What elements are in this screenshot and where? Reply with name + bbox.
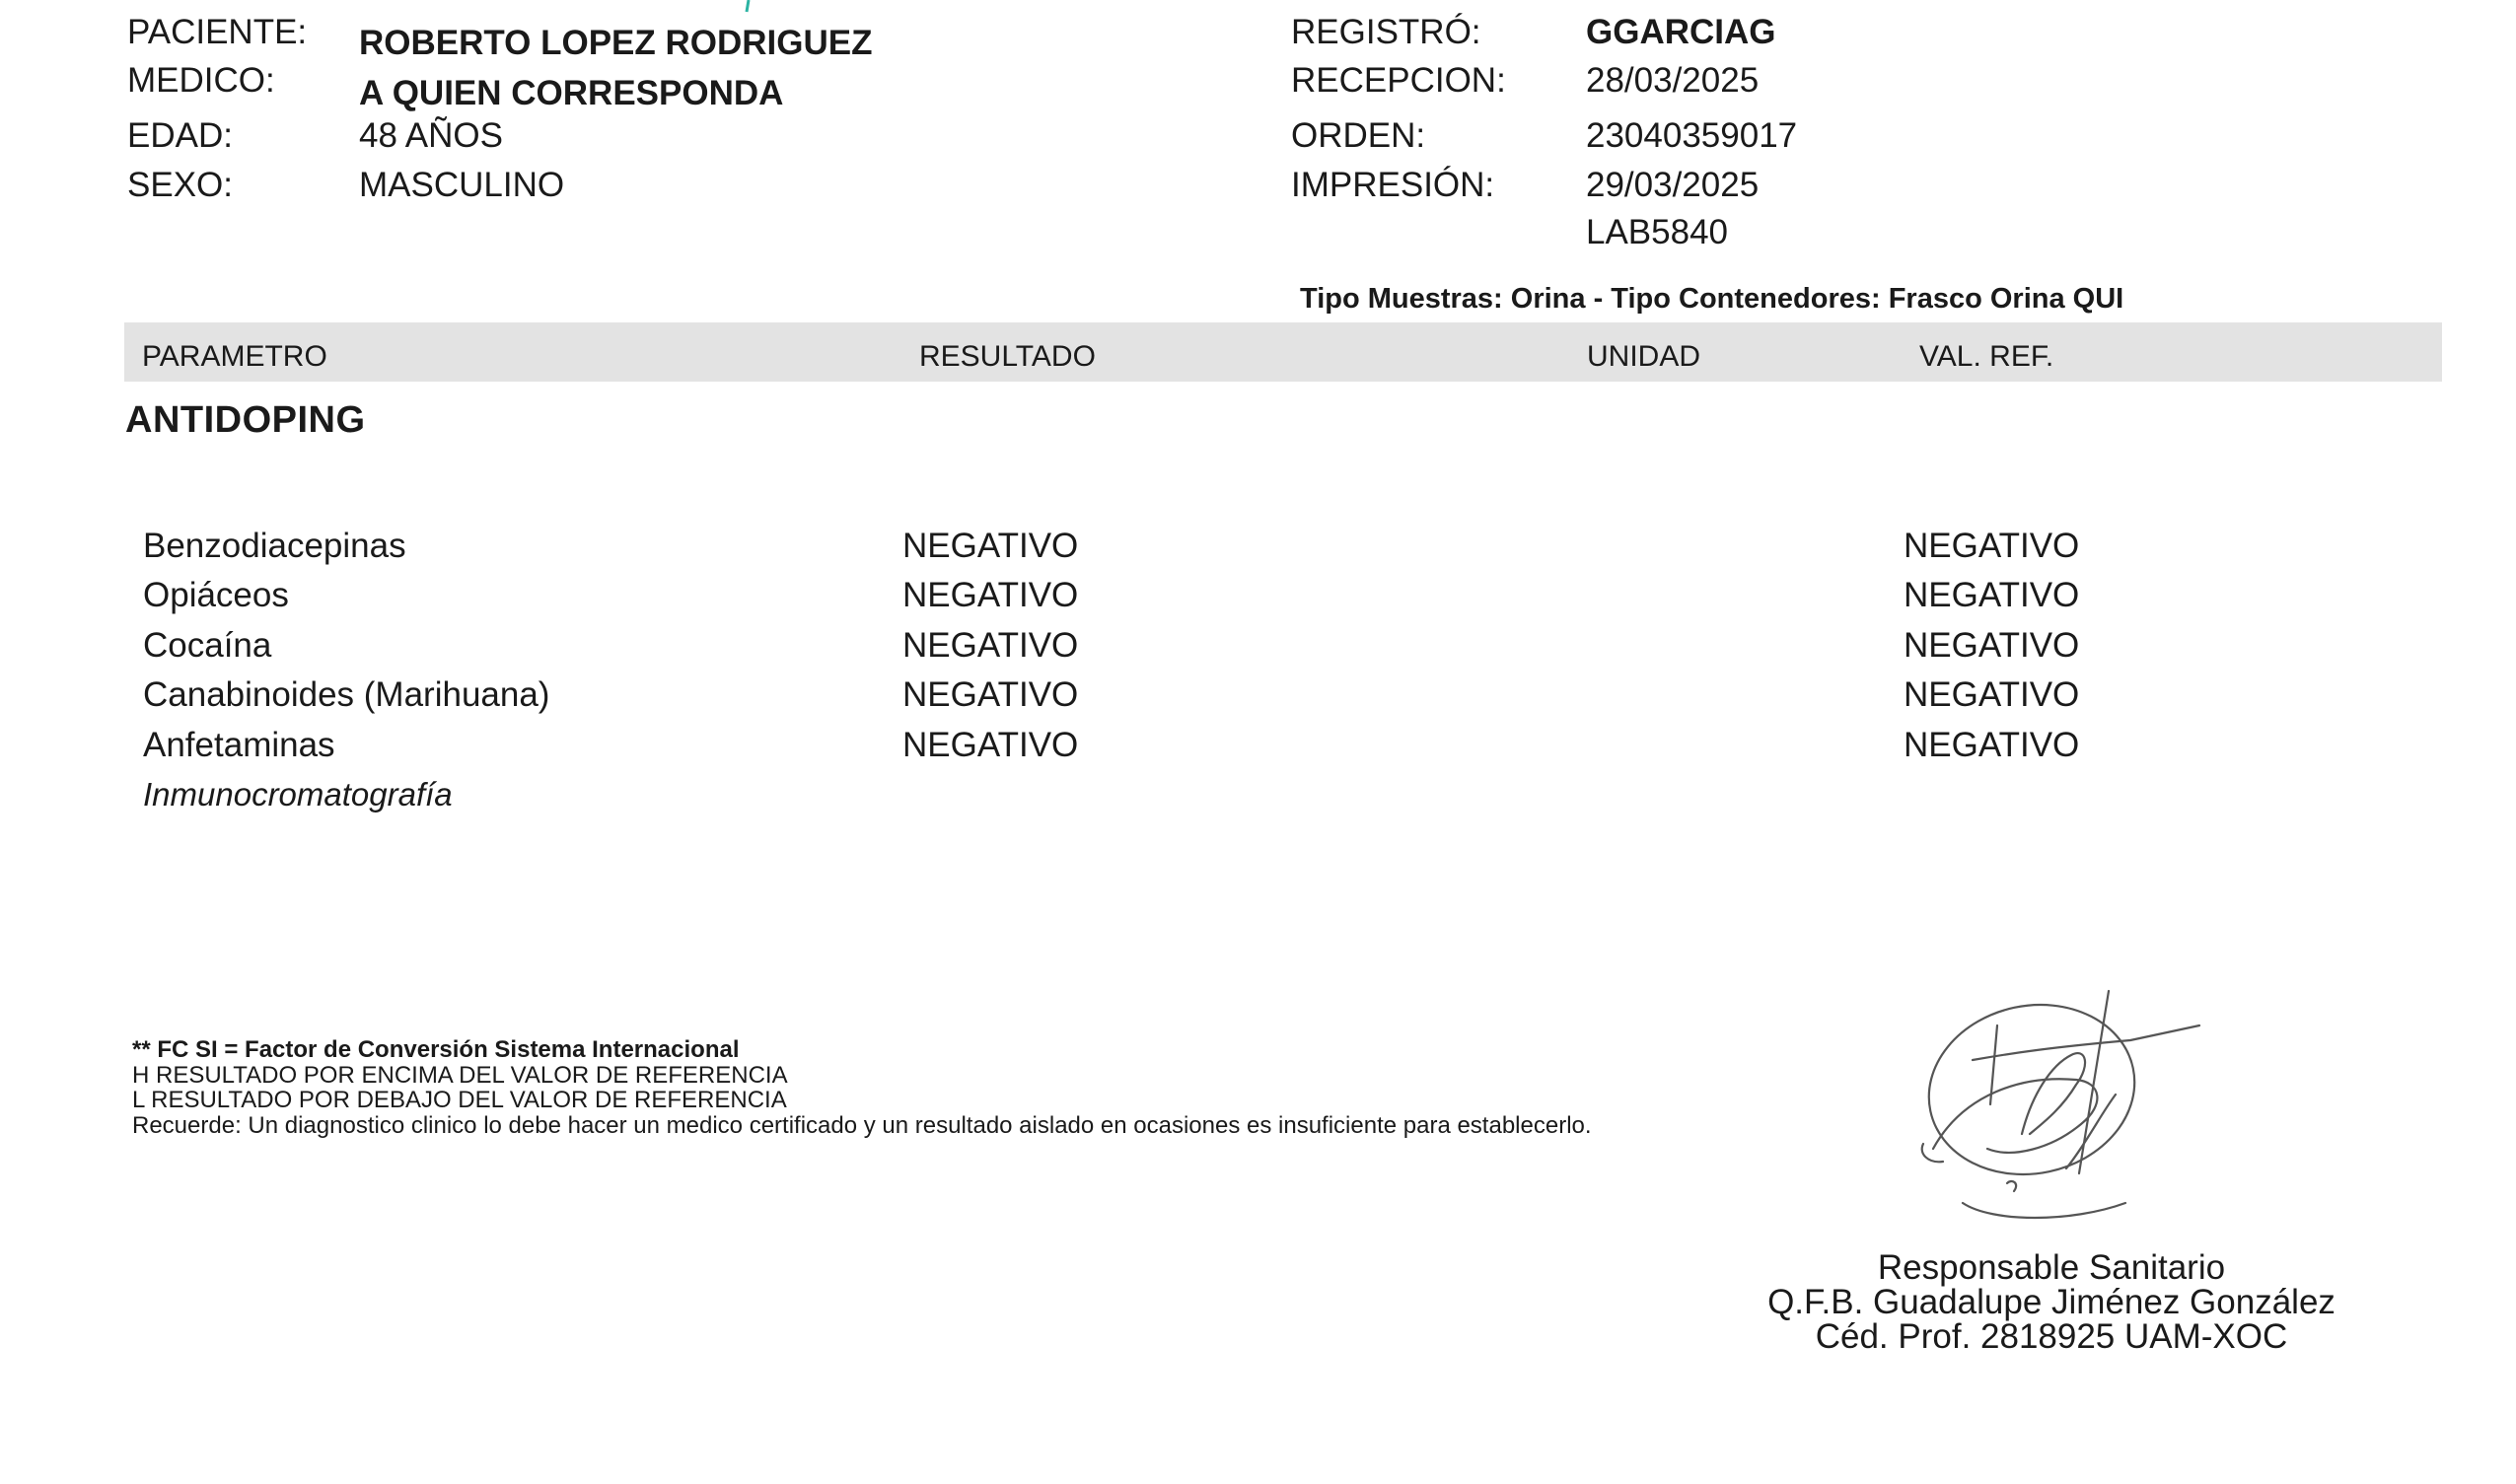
row-resultado: NEGATIVO — [902, 726, 1079, 764]
row-resultado: NEGATIVO — [902, 527, 1079, 565]
section-title: ANTIDOPING — [125, 399, 366, 441]
label-recepcion: RECEPCION: — [1291, 61, 1506, 100]
row-resultado: NEGATIVO — [902, 576, 1079, 614]
reception-date: 28/03/2025 — [1586, 61, 1760, 100]
header-val-ref: VAL. REF. — [1919, 340, 2054, 373]
row-parametro: Benzodiacepinas — [143, 527, 406, 565]
label-sexo: SEXO: — [127, 166, 233, 204]
note-fc-si: ** FC SI = Factor de Conversión Sistema Internacional — [132, 1036, 740, 1063]
header-unidad: UNIDAD — [1587, 340, 1701, 373]
label-orden: ORDEN: — [1291, 116, 1426, 155]
row-parametro: Anfetaminas — [143, 726, 335, 764]
doctor-name: A QUIEN CORRESPONDA — [359, 74, 784, 112]
label-edad: EDAD: — [127, 116, 233, 155]
signature-image — [1904, 986, 2229, 1228]
row-val-ref: NEGATIVO — [1904, 675, 2080, 714]
row-parametro: Opiáceos — [143, 576, 289, 614]
patient-sex: MASCULINO — [359, 166, 565, 204]
sample-info: Tipo Muestras: Orina - Tipo Contenedores: Frasco Orina QUI — [1300, 283, 2124, 315]
row-val-ref: NEGATIVO — [1904, 527, 2080, 565]
print-date: 29/03/2025 — [1586, 166, 1760, 204]
responsible-title: Responsable Sanitario — [1877, 1248, 2226, 1287]
order-number: 23040359017 — [1586, 116, 1798, 155]
row-resultado: NEGATIVO — [902, 675, 1079, 714]
label-registro: REGISTRÓ: — [1291, 13, 1481, 51]
method-note: Inmunocromatografía — [143, 776, 453, 813]
label-paciente: PACIENTE: — [127, 13, 308, 51]
header-resultado: RESULTADO — [919, 340, 1096, 373]
patient-age: 48 AÑOS — [359, 116, 503, 155]
label-impresion: IMPRESIÓN: — [1291, 166, 1495, 204]
header-parametro: PARAMETRO — [142, 340, 327, 373]
row-resultado: NEGATIVO — [902, 626, 1079, 665]
row-val-ref: NEGATIVO — [1904, 626, 2080, 665]
responsible-name: Q.F.B. Guadalupe Jiménez González — [1767, 1283, 2336, 1321]
patient-name: ROBERTO LOPEZ RODRIGUEZ — [359, 24, 873, 62]
note-high: H RESULTADO POR ENCIMA DEL VALOR DE REFERENCIA — [132, 1062, 788, 1089]
row-parametro: Canabinoides (Marihuana) — [143, 675, 550, 714]
row-parametro: Cocaína — [143, 626, 272, 665]
row-val-ref: NEGATIVO — [1904, 726, 2080, 764]
logo-fragment-icon — [742, 0, 752, 14]
responsible-block — [1677, 1250, 2426, 1354]
note-disclaimer: Recuerde: Un diagnostico clinico lo debe hacer un medico certificado y un resultado aislado en ocasiones es insuficiente para establecerlo. — [132, 1112, 1592, 1139]
registered-by: GGARCIAG — [1586, 13, 1776, 51]
table-header-bar — [124, 322, 2442, 382]
label-medico: MEDICO: — [127, 61, 275, 100]
responsible-license: Céd. Prof. 2818925 UAM-XOC — [1815, 1317, 2288, 1356]
lab-code: LAB5840 — [1586, 213, 1729, 251]
row-val-ref: NEGATIVO — [1904, 576, 2080, 614]
note-low: L RESULTADO POR DEBAJO DEL VALOR DE REFERENCIA — [132, 1087, 787, 1113]
